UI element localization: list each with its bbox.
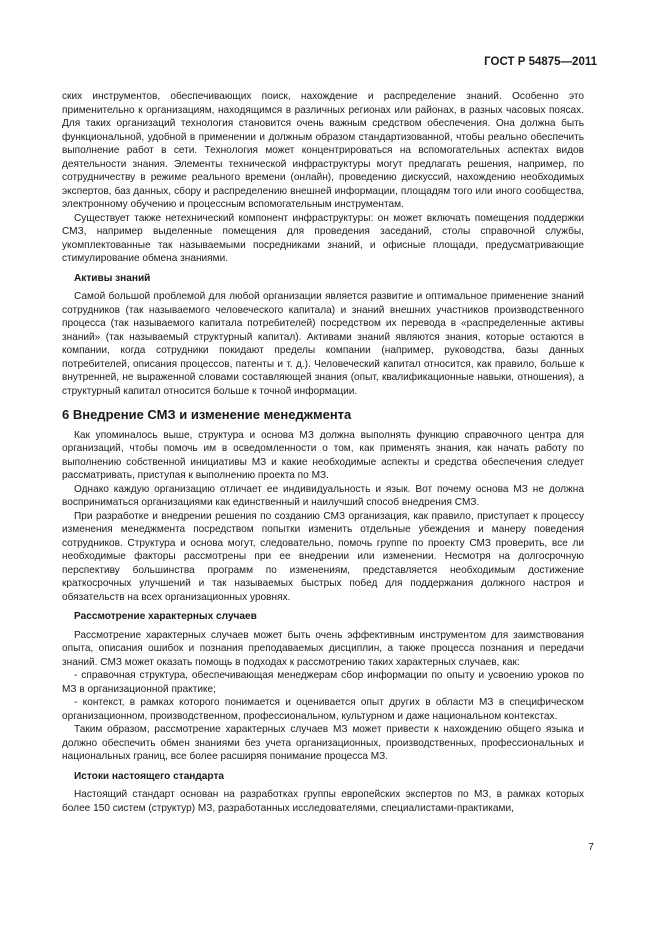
page-number: 7 bbox=[588, 841, 594, 853]
subsection-heading: Рассмотрение характерных случаев bbox=[74, 611, 257, 622]
page-body bbox=[62, 90, 584, 815]
body-paragraph: ских инструментов, обеспечивающих поиск, нахождение и распределение знаний. Особенно это применительно к организациям, находящимся в различных регионах или районах, в разных часовых поясах. Для таких организаций технология становится очень важным средством обеспечения. Она должна быть функциональной, удобной в применении и должным образом стандартизованной, чтобы реально обеспечить выполнение работ в сети. Технология может концентрироваться на вспомогательных аспектах видов деятельности знания. Элементы технической инфраструктуры могут предлагать решения, например, по сотрудничеству в режиме реального времени (онлайн), проведению дискуссий, нахождению необходимых экспертов, баз данных, сбору и распределению внешней информации, площадям того или иного сообщества, электронному обучению и процессным вспомогательным инструментам. bbox=[62, 91, 584, 210]
body-paragraph: Рассмотрение характерных случаев может быть очень эффективным инструментом для заимствования опыта, описания ошибок и познания преподаваемых дисциплин, а также процесса познания и передачи знаний. СМЗ может оказать помощь в подходах к рассмотрению таких характерных случаев, как: bbox=[62, 629, 584, 668]
subsection-heading: Истоки настоящего стандарта bbox=[74, 770, 225, 782]
document-header: ГОСТ Р 54875—2011 bbox=[484, 56, 597, 68]
section-heading: 6 Внедрение СМЗ и изменение менеджмента bbox=[62, 407, 352, 422]
body-paragraph: Как упоминалось выше, структура и основа МЗ должна выполнять функцию справочного центра для организаций, чтобы помочь им в осведомленности о том, как применять знания, как начать работу по выполнению собственной инициативы МЗ и какие необходимые аспекты и средства обеспечения следует рассматривать, приступая к выполнению проекта по МЗ. bbox=[62, 429, 584, 481]
body-paragraph: Однако каждую организацию отличает ее индивидуальность и язык. Вот почему основа МЗ не должна восприниматься организациями как единственный и наилучший способ внедрения СМЗ. bbox=[62, 483, 584, 508]
body-paragraph: - контекст, в рамках которого понимается и оценивается опыт других в области МЗ в специфическом организационном, производственном, профессиональном, культурном и даже национальном контекстах. bbox=[62, 697, 584, 722]
body-paragraph: - справочная структура, обеспечивающая менеджерам сбор информации по опыту и усвоению уроков по МЗ в организационной практике; bbox=[62, 670, 584, 695]
body-paragraph: Настоящий стандарт основан на разработках группы европейских экспертов по МЗ, в рамках которых более 150 систем (структур) МЗ, разработанных исследователями, специалистами-практиками, bbox=[62, 789, 584, 814]
body-paragraph: Самой большой проблемой для любой организации является развитие и оптимальное применение знаний сотрудников (так называемого человеческого капитала) и знаний внешних участников производственного процесса (так называемого капитала потребителей) посредством их перевода в «распределенные активы знаний» (так называемый структурный капитал). Активами знаний являются знания, которые остаются в компании, когда сотрудники покидают пределы компании (например, руководства, базы данных потребителей, описания процессов, патенты и т. д.). Человеческий капитал относится, как правило, больше к внутренней, не выраженной словами составляющей знания (опыт, квалификационные навыки, отношения), а структурный капитал относится больше к точной информации. bbox=[62, 291, 584, 397]
body-paragraph: Существует также нетехнический компонент инфраструктуры: он может включать помещения поддержки СМЗ, например выделенные помещения для проведения заседаний, столы справочной службы, укомплектованные так называемыми посредниками знаний, и офисные площади, предусматривающие стимулирование обмена знаниями. bbox=[62, 212, 584, 264]
body-paragraph: При разработке и внедрении решения по созданию СМЗ организация, как правило, приступает к процессу изменения менеджмента посредством попытки изменить отдельные убеждения и манеру поведения сотрудников. Структура и основа могут, следовательно, помочь группе по проекту СМЗ проверить, все ли необходимые факторы рассмотрены при ее внедрении или изменении. Несмотря на долгосрочную перспективу большинства программ по изменениям, представляется необходимым достижение краткосрочных улучшений и так называемых быстрых побед для поддержания должного настроя и обязательств на всех организационных уровнях. bbox=[62, 510, 584, 603]
body-paragraph: Таким образом, рассмотрение характерных случаев МЗ может привести к нахождению общего языка и должно обеспечить обмен знаниями без учета организационных, производственных, профессиональных и национальных границ, все более расширяя понимание процесса МЗ. bbox=[62, 724, 584, 762]
subsection-heading: Активы знаний bbox=[74, 272, 151, 284]
